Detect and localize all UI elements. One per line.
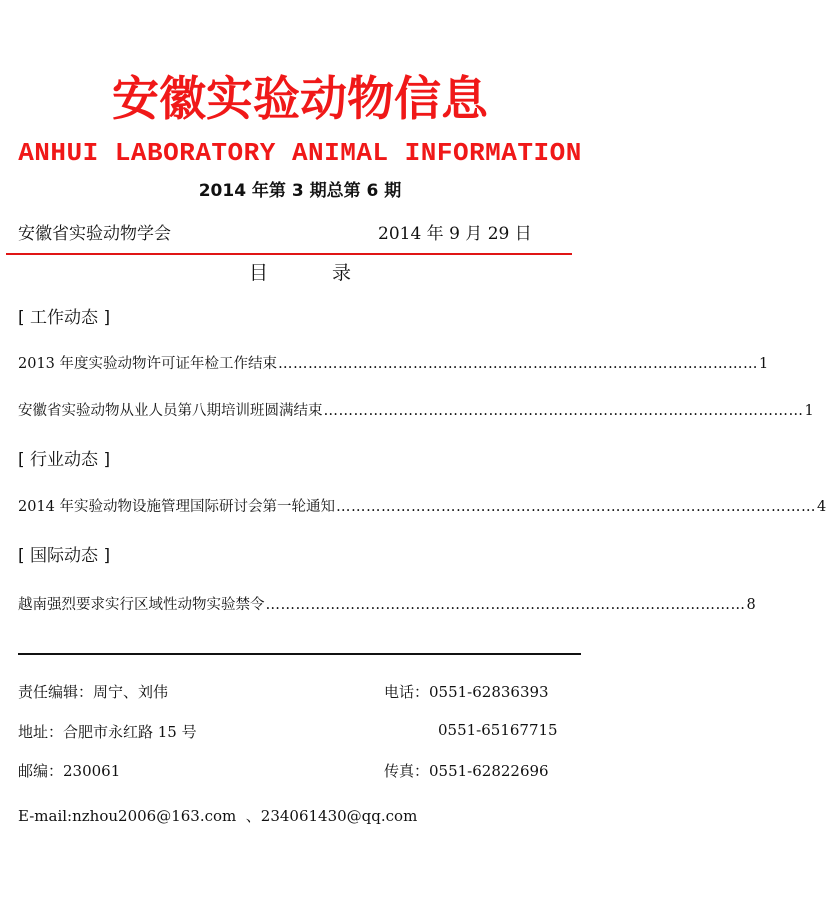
toc-entry-page: 1 xyxy=(759,356,769,372)
toc-leader-dots: …………………………………………………………………………………… xyxy=(278,356,759,372)
organization-name: 安徽省实验动物学会 xyxy=(18,224,171,244)
issue-number: 2014 年第 3 期总第 6 期 xyxy=(198,181,402,201)
toc-entry-page: 8 xyxy=(746,597,756,613)
publication-date: 2014 年 9 月 29 日 xyxy=(378,224,532,244)
title-chinese: 安徽实验动物信息 xyxy=(112,72,488,127)
toc-entry[interactable] xyxy=(18,593,756,614)
toc-entry-title: 2013 年度实验动物许可证年检工作结束 xyxy=(18,356,278,372)
title-english: ANHUI LABORATORY ANIMAL INFORMATION xyxy=(18,138,582,168)
toc-title: 目录 xyxy=(248,262,415,284)
red-divider xyxy=(6,253,572,255)
phone-number-secondary: 0551-65167715 xyxy=(438,721,558,739)
toc-entry-title: 安徽省实验动物从业人员第八期培训班圆满结束 xyxy=(18,403,323,419)
email-addresses[interactable]: E-mail:nzhou2006@163.com 、234061430@qq.com xyxy=(18,807,418,825)
toc-entry[interactable] xyxy=(18,399,814,420)
postcode: 邮编：230061 xyxy=(18,762,121,780)
fax-number: 传真：0551-62822696 xyxy=(384,762,549,780)
toc-entry[interactable] xyxy=(18,495,826,516)
toc-leader-dots: …………………………………………………………………………………… xyxy=(336,499,817,515)
toc-entry-title: 2014 年实验动物设施管理国际研讨会第一轮通知 xyxy=(18,499,336,515)
section-heading-international-news: [ 国际动态 ] xyxy=(18,546,111,566)
section-heading-industry-news: [ 行业动态 ] xyxy=(18,450,111,470)
section-heading-work-news: [ 工作动态 ] xyxy=(18,308,111,328)
toc-entry-page: 1 xyxy=(804,403,814,419)
toc-entry-title: 越南强烈要求实行区域性动物实验禁令 xyxy=(18,597,265,613)
toc-leader-dots: …………………………………………………………………………………… xyxy=(265,597,746,613)
phone-number: 电话：0551-62836393 xyxy=(384,683,549,701)
black-divider xyxy=(18,653,581,655)
toc-leader-dots: …………………………………………………………………………………… xyxy=(323,403,804,419)
editors: 责任编辑：周宁、刘伟 xyxy=(18,683,169,701)
address: 地址：合肥市永红路 15 号 xyxy=(18,723,197,741)
toc-entry[interactable] xyxy=(18,352,769,373)
toc-entry-page: 4 xyxy=(817,499,826,515)
